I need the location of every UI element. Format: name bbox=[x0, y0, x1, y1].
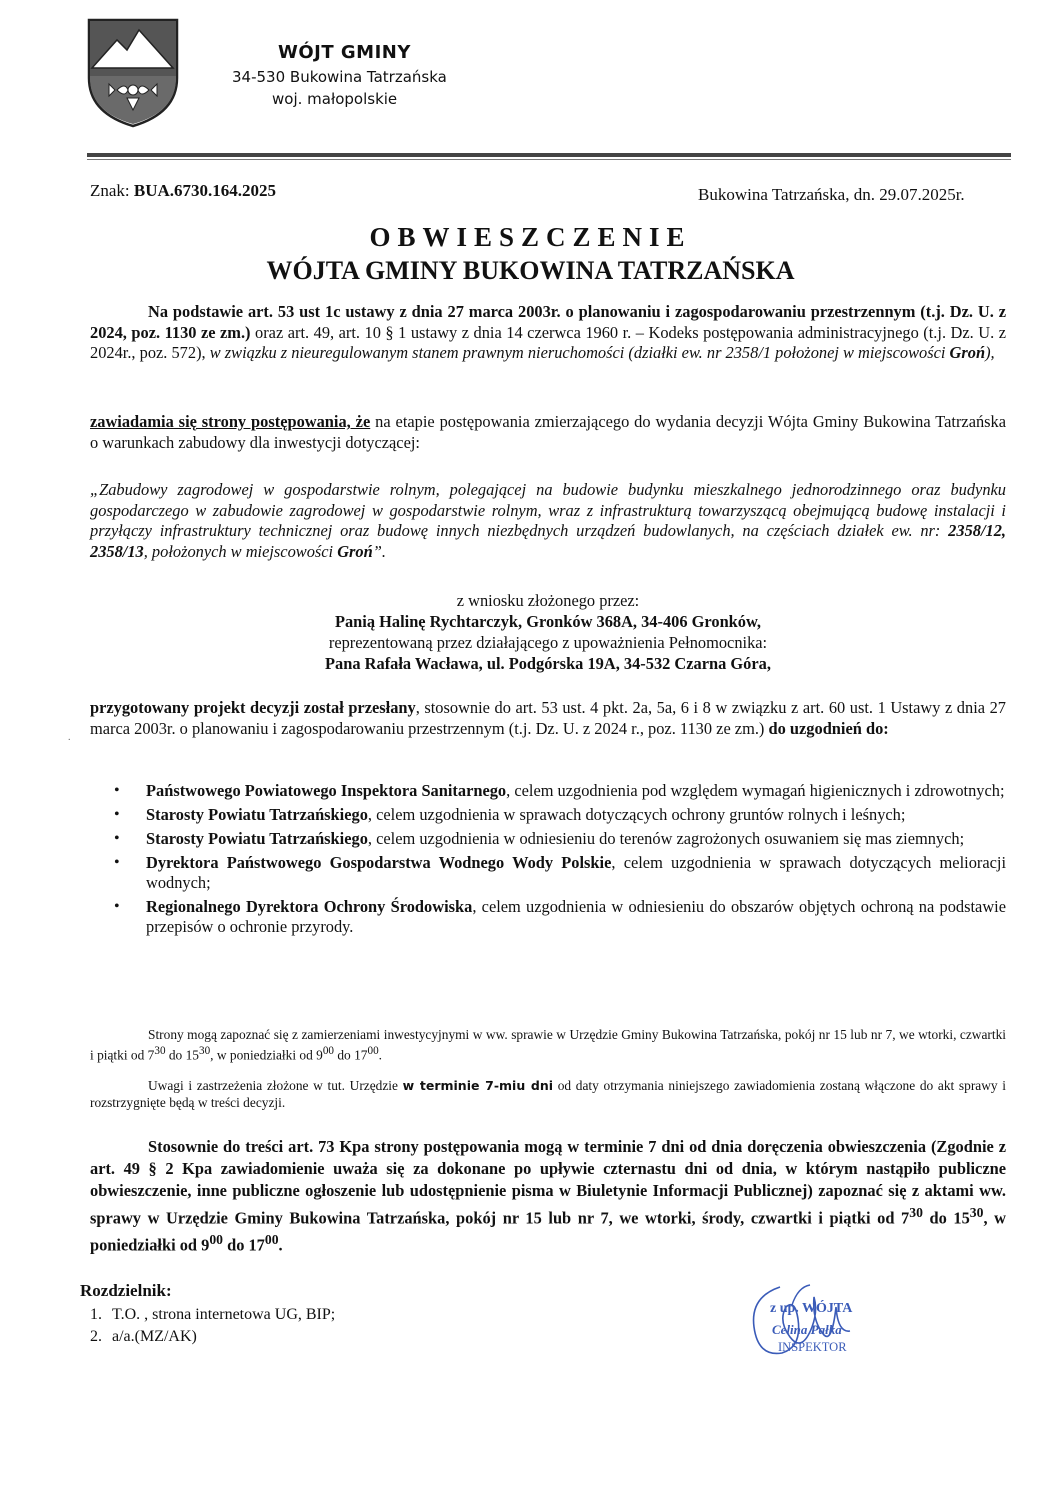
distribution-list bbox=[90, 1304, 335, 1348]
list-item bbox=[90, 853, 1006, 893]
document-subtitle: WÓJTA GMINY BUKOWINA TATRZAŃSKA bbox=[266, 256, 795, 285]
hours-text: , w poniedziałki od 9 bbox=[210, 1047, 323, 1063]
hours-sup: 30 bbox=[154, 1045, 166, 1057]
issuer-title: WÓJT GMINY bbox=[278, 42, 411, 63]
item-text: T.O. , strona internetowa UG, BIP; bbox=[112, 1306, 336, 1323]
bullet-icon: • bbox=[114, 830, 120, 847]
notification-text: na etapie postępowania zmierzającego do wydania decyzji Wójta Gminy Bukowina Tatrzańska o warunkach zabudowy dla inwestycji dotyczącej: bbox=[90, 412, 1007, 452]
authority-name: Państwowego Powiatowego Inspektora Sanitarnego bbox=[146, 781, 507, 800]
art73-text: do 15 bbox=[922, 1208, 970, 1228]
distribution-title: Rozdzielnik: bbox=[80, 1281, 172, 1300]
list-item bbox=[90, 1304, 335, 1326]
authority-purpose: , celem uzgodnienia w odniesieniu do terenów zagrożonych osuwaniem się mas ziemnych; bbox=[367, 829, 965, 848]
art73-text: Stosownie do treści art. 73 Kpa strony postępowania mogą w terminie 7 dni od dnia doręczenia obwieszczenia (Zgodnie z art. 49 § 2 Kpa zawiadomienie uważa się za dokonane po upływie czternastu dni od dnia, w którym nastąpiło publiczne obwieszczenie, inne publiczne ogłoszenie lub udostępnienie pisma w Biuletynie Informacji Publicznej) zapoznać się z aktami ww. sprawy w Urzędzie Gminy Bukowina Tatrzańska, pokój nr 15 lub nr 7, we wtorki, środy, czwartki i piątki od 7 bbox=[90, 1137, 1006, 1228]
item-text: a/a.(MZ/AK) bbox=[112, 1328, 197, 1345]
hours-text: do 17 bbox=[334, 1047, 368, 1063]
parcel-numbers: 2358/12, 2358/13 bbox=[90, 521, 1006, 561]
authority-purpose: , celem uzgodnienia pod względem wymagań higienicznych i zdrowotnych; bbox=[506, 781, 1005, 800]
bullet-icon: • bbox=[114, 854, 120, 871]
representative-name: Pana Rafała Wacława, ul. Podgórska 19A, 34-532 Czarna Góra, bbox=[325, 654, 771, 673]
art73-sup: 30 bbox=[969, 1205, 984, 1220]
notification-paragraph bbox=[90, 412, 1006, 453]
reference-label: Znak: bbox=[90, 181, 134, 200]
legal-basis-italic: w związku z nieuregulowanym stanem prawnym nieruchomości (działki ew. nr 2358/1 położonej w miejscowości bbox=[209, 343, 950, 362]
legal-basis-paragraph bbox=[90, 302, 1006, 364]
art73-text: do 17 bbox=[222, 1235, 265, 1255]
stamp-line2: Celina Pałka bbox=[772, 1322, 842, 1337]
project-sent-lead: przygotowany projekt decyzji został przesłany bbox=[90, 698, 416, 717]
stamp-line3: INSPEKTOR bbox=[778, 1340, 847, 1354]
remarks-text: Uwagi i zastrzeżenia złożone w tut. Urzędzie bbox=[148, 1078, 403, 1093]
inspection-hours-paragraph bbox=[90, 1026, 1006, 1063]
representative-intro: reprezentowaną przez działającego z upoważnienia Pełnomocnika: bbox=[328, 633, 768, 652]
issuer-address-line2: woj. małopolskie bbox=[272, 90, 398, 108]
investment-mid: , położonych w miejscowości bbox=[143, 541, 338, 561]
hours-sup: 00 bbox=[367, 1045, 379, 1057]
hours-text: Strony mogą zapoznać się z zamierzeniami inwestycyjnymi w ww. sprawie w Urzędzie Gminy Bukowina Tatrzańska, pokój nr 15 lub nr 7, we wtorki, czwartki i piątki od 7 bbox=[90, 1027, 1006, 1063]
place-and-date: Bukowina Tatrzańska, dn. 29.07.2025r. bbox=[698, 185, 965, 204]
item-number: 1. bbox=[90, 1306, 102, 1323]
notification-lead: zawiadamia się strony postępowania, że bbox=[90, 412, 371, 431]
hours-text: do 15 bbox=[165, 1047, 199, 1063]
remarks-text: od daty otrzymania niniejszego zawiadomienia zostaną włączone do akt sprawy i rozstrzygnięte będą w treści decyzji. bbox=[90, 1078, 1007, 1110]
investment-description bbox=[90, 480, 1006, 562]
item-number: 2. bbox=[90, 1328, 102, 1345]
project-sent-paragraph bbox=[90, 698, 1006, 739]
reference-number bbox=[90, 181, 276, 201]
authority-purpose: , celem uzgodnienia w odniesieniu do obszarów objętych ochroną na podstawie przepisów o ochronie przyrody. bbox=[146, 897, 1006, 936]
authorities-list bbox=[90, 781, 1006, 941]
issuer-address-line1: 34-530 Bukowina Tatrzańska bbox=[232, 68, 447, 86]
authority-purpose: , celem uzgodnienia w sprawach dotyczących melioracji wodnych; bbox=[146, 853, 1007, 892]
list-item bbox=[90, 1326, 335, 1348]
list-item bbox=[90, 781, 1006, 801]
investment-text: „Zabudowy zagrodowej w gospodarstwie rolnym, polegającej na budowie budynku mieszkalnego jednorodzinnego oraz budynku gospodarczego w zabudowie zagrodowej w gospodarstwie rolnym, wraz z infrastrukturą towarzyszącą obejmującą budowę instalacji i przyłączy infrastruktury technicznej oraz budowę innych niezbędnych urządzeń budowlanych, na częściach działek ew. nr: bbox=[90, 480, 1006, 540]
hours-text: . bbox=[378, 1047, 382, 1063]
hours-sup: 00 bbox=[322, 1045, 334, 1057]
bullet-icon: • bbox=[114, 806, 120, 823]
document-title: OBWIESZCZENIE bbox=[369, 222, 692, 252]
list-item bbox=[90, 805, 1006, 825]
art73-paragraph bbox=[90, 1136, 1006, 1257]
margin-mark: . bbox=[68, 732, 71, 743]
project-sent-end: do uzgodnień do: bbox=[768, 718, 889, 738]
art73-sup: 30 bbox=[909, 1205, 923, 1220]
authority-name: Dyrektora Państwowego Gospodarstwa Wodnego Wody Polskie bbox=[146, 853, 612, 872]
applicant-intro: z wniosku złożonego przez: bbox=[456, 591, 640, 610]
bullet-icon: • bbox=[114, 898, 120, 915]
list-item bbox=[90, 829, 1006, 849]
investment-end: ”. bbox=[372, 541, 386, 561]
project-sent-text: , stosownie do art. 53 ust. 4 pkt. 2a, 5a, 6 i 8 w związku z art. 60 ust. 1 Ustawy z dnia 27 marca 2003r. o planowaniu i zagospodarowaniu przestrzennym (t.j. Dz. U. z 2024 r., poz. 1130 ze zm.) bbox=[90, 698, 1006, 738]
hours-sup: 30 bbox=[199, 1045, 211, 1057]
legal-basis-bold: Na podstawie art. 53 ust 1c ustawy z dnia 27 marca 2003r. o planowaniu i zagospodarowaniu przestrzennym (t.j. Dz. U. z 2024, poz. 1130 ze zm.) bbox=[90, 302, 1006, 342]
art73-sup: 00 bbox=[264, 1232, 279, 1248]
location-name: Groń bbox=[949, 343, 986, 362]
reference-value: BUA.6730.164.2025 bbox=[133, 181, 277, 200]
header-divider bbox=[87, 153, 1011, 157]
authority-purpose: , celem uzgodnienia w sprawach dotyczących ochrony gruntów rolnych i leśnych; bbox=[367, 805, 906, 824]
authority-name: Starosty Powiatu Tatrzańskiego bbox=[146, 829, 368, 848]
art73-text: . bbox=[278, 1235, 283, 1255]
stamp-line1: z up. WÓJTA bbox=[770, 1301, 853, 1316]
legal-basis-italic-end: ), bbox=[985, 343, 995, 362]
legal-basis-text: oraz art. 49, art. 10 § 1 ustawy z dnia 14 czerwca 1960 r. – Kodeks postępowania administracyjnego (t.j. Dz. U. z 2024r., poz. 572), bbox=[90, 322, 1006, 362]
remarks-paragraph bbox=[90, 1077, 1006, 1111]
art73-text: , w poniedziałki od 9 bbox=[90, 1208, 1006, 1255]
coat-of-arms-icon bbox=[87, 18, 179, 128]
bullet-icon: • bbox=[114, 782, 120, 799]
art73-sup: 00 bbox=[209, 1232, 223, 1248]
applicant-name: Panią Halinę Rychtarczyk, Gronków 368A, 34-406 Gronków, bbox=[334, 612, 762, 631]
header-divider-thin bbox=[87, 159, 1011, 160]
authority-name: Regionalnego Dyrektora Ochrony Środowiska bbox=[146, 897, 473, 916]
investment-location: Groń bbox=[337, 541, 373, 561]
applicant-block bbox=[90, 590, 1006, 674]
list-item bbox=[90, 897, 1006, 937]
authority-name: Starosty Powiatu Tatrzańskiego bbox=[146, 805, 368, 824]
remarks-deadline: w terminie 7-miu dni bbox=[402, 1078, 554, 1093]
